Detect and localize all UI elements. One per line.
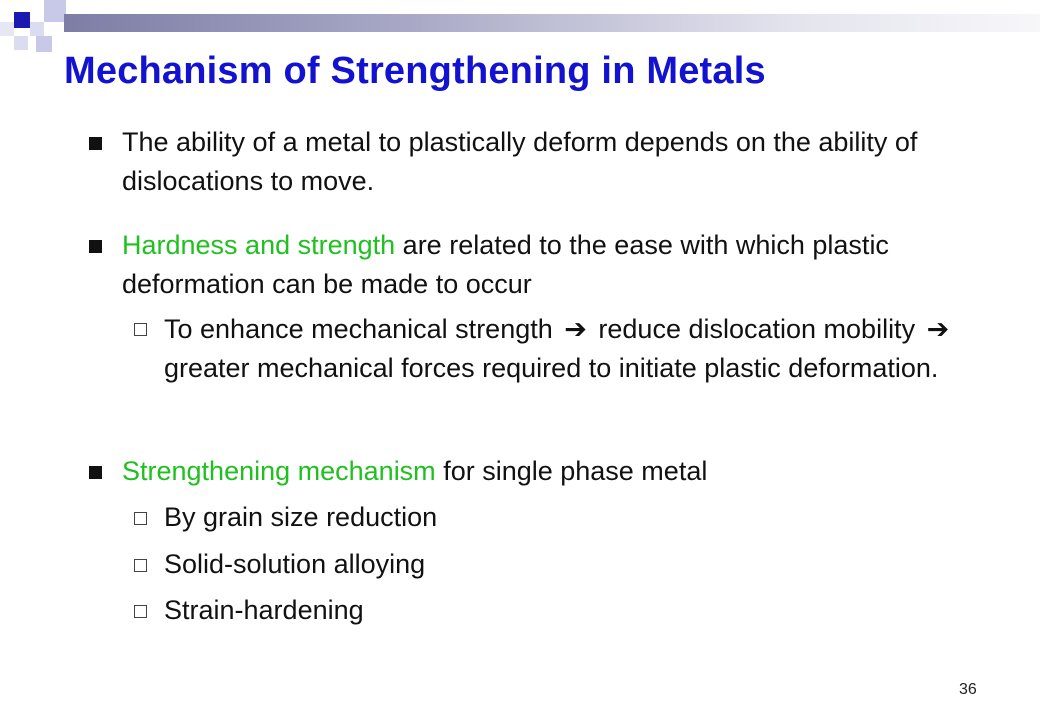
sub-bullet-text: reduce dislocation mobility [598, 314, 916, 344]
sub-bullet-square-icon [134, 605, 147, 618]
slide-title: Mechanism of Strengthening in Metals [64, 50, 766, 92]
decor-square-light [30, 22, 44, 36]
bullet-item-2 [122, 226, 982, 304]
decor-square-light [0, 22, 14, 36]
decor-square-dark [14, 12, 30, 28]
bullet-item-3 [122, 452, 982, 491]
sub-bullet-square-icon [134, 512, 147, 525]
sub-bullet-item [164, 545, 984, 584]
sub-bullet-text: By grain size reduction [164, 502, 438, 532]
bullet-square-icon [89, 137, 102, 150]
bullet-highlight: Strengthening mechanism [122, 456, 436, 486]
right-arrow-icon: ➔ [926, 314, 950, 344]
bullet-square-icon [89, 466, 102, 479]
decor-square-light [36, 36, 52, 52]
bullet-text: are related to the ease with which plastic deformation can be made to occur [122, 230, 889, 299]
sub-bullet-text: Solid-solution alloying [164, 549, 426, 579]
sub-bullet-square-icon [134, 559, 147, 572]
sub-bullet-item [164, 498, 984, 537]
decor-square-light [44, 0, 66, 22]
bullet-text: The ability of a metal to plastically deform depends on the ability of dislocations to move. [122, 127, 918, 196]
sub-bullet-square-icon [134, 323, 147, 336]
bullet-highlight: Hardness and strength [122, 230, 396, 260]
right-arrow-icon: ➔ [564, 314, 587, 344]
sub-bullet-item [164, 591, 984, 630]
sub-bullet-text: Strain-hardening [164, 595, 364, 625]
page-number: 36 [959, 681, 977, 698]
bullet-item-1 [122, 123, 982, 201]
bullet-square-icon [89, 240, 102, 253]
sub-bullet-text: greater mechanical forces required to initiate plastic deformation. [164, 353, 939, 383]
bullet-text: for single phase metal [435, 456, 708, 486]
sub-bullet-item [164, 310, 984, 388]
decor-square-light [14, 36, 28, 50]
header-gradient-bar [64, 14, 1040, 32]
sub-bullet-text: To enhance mechanical strength [164, 314, 553, 344]
